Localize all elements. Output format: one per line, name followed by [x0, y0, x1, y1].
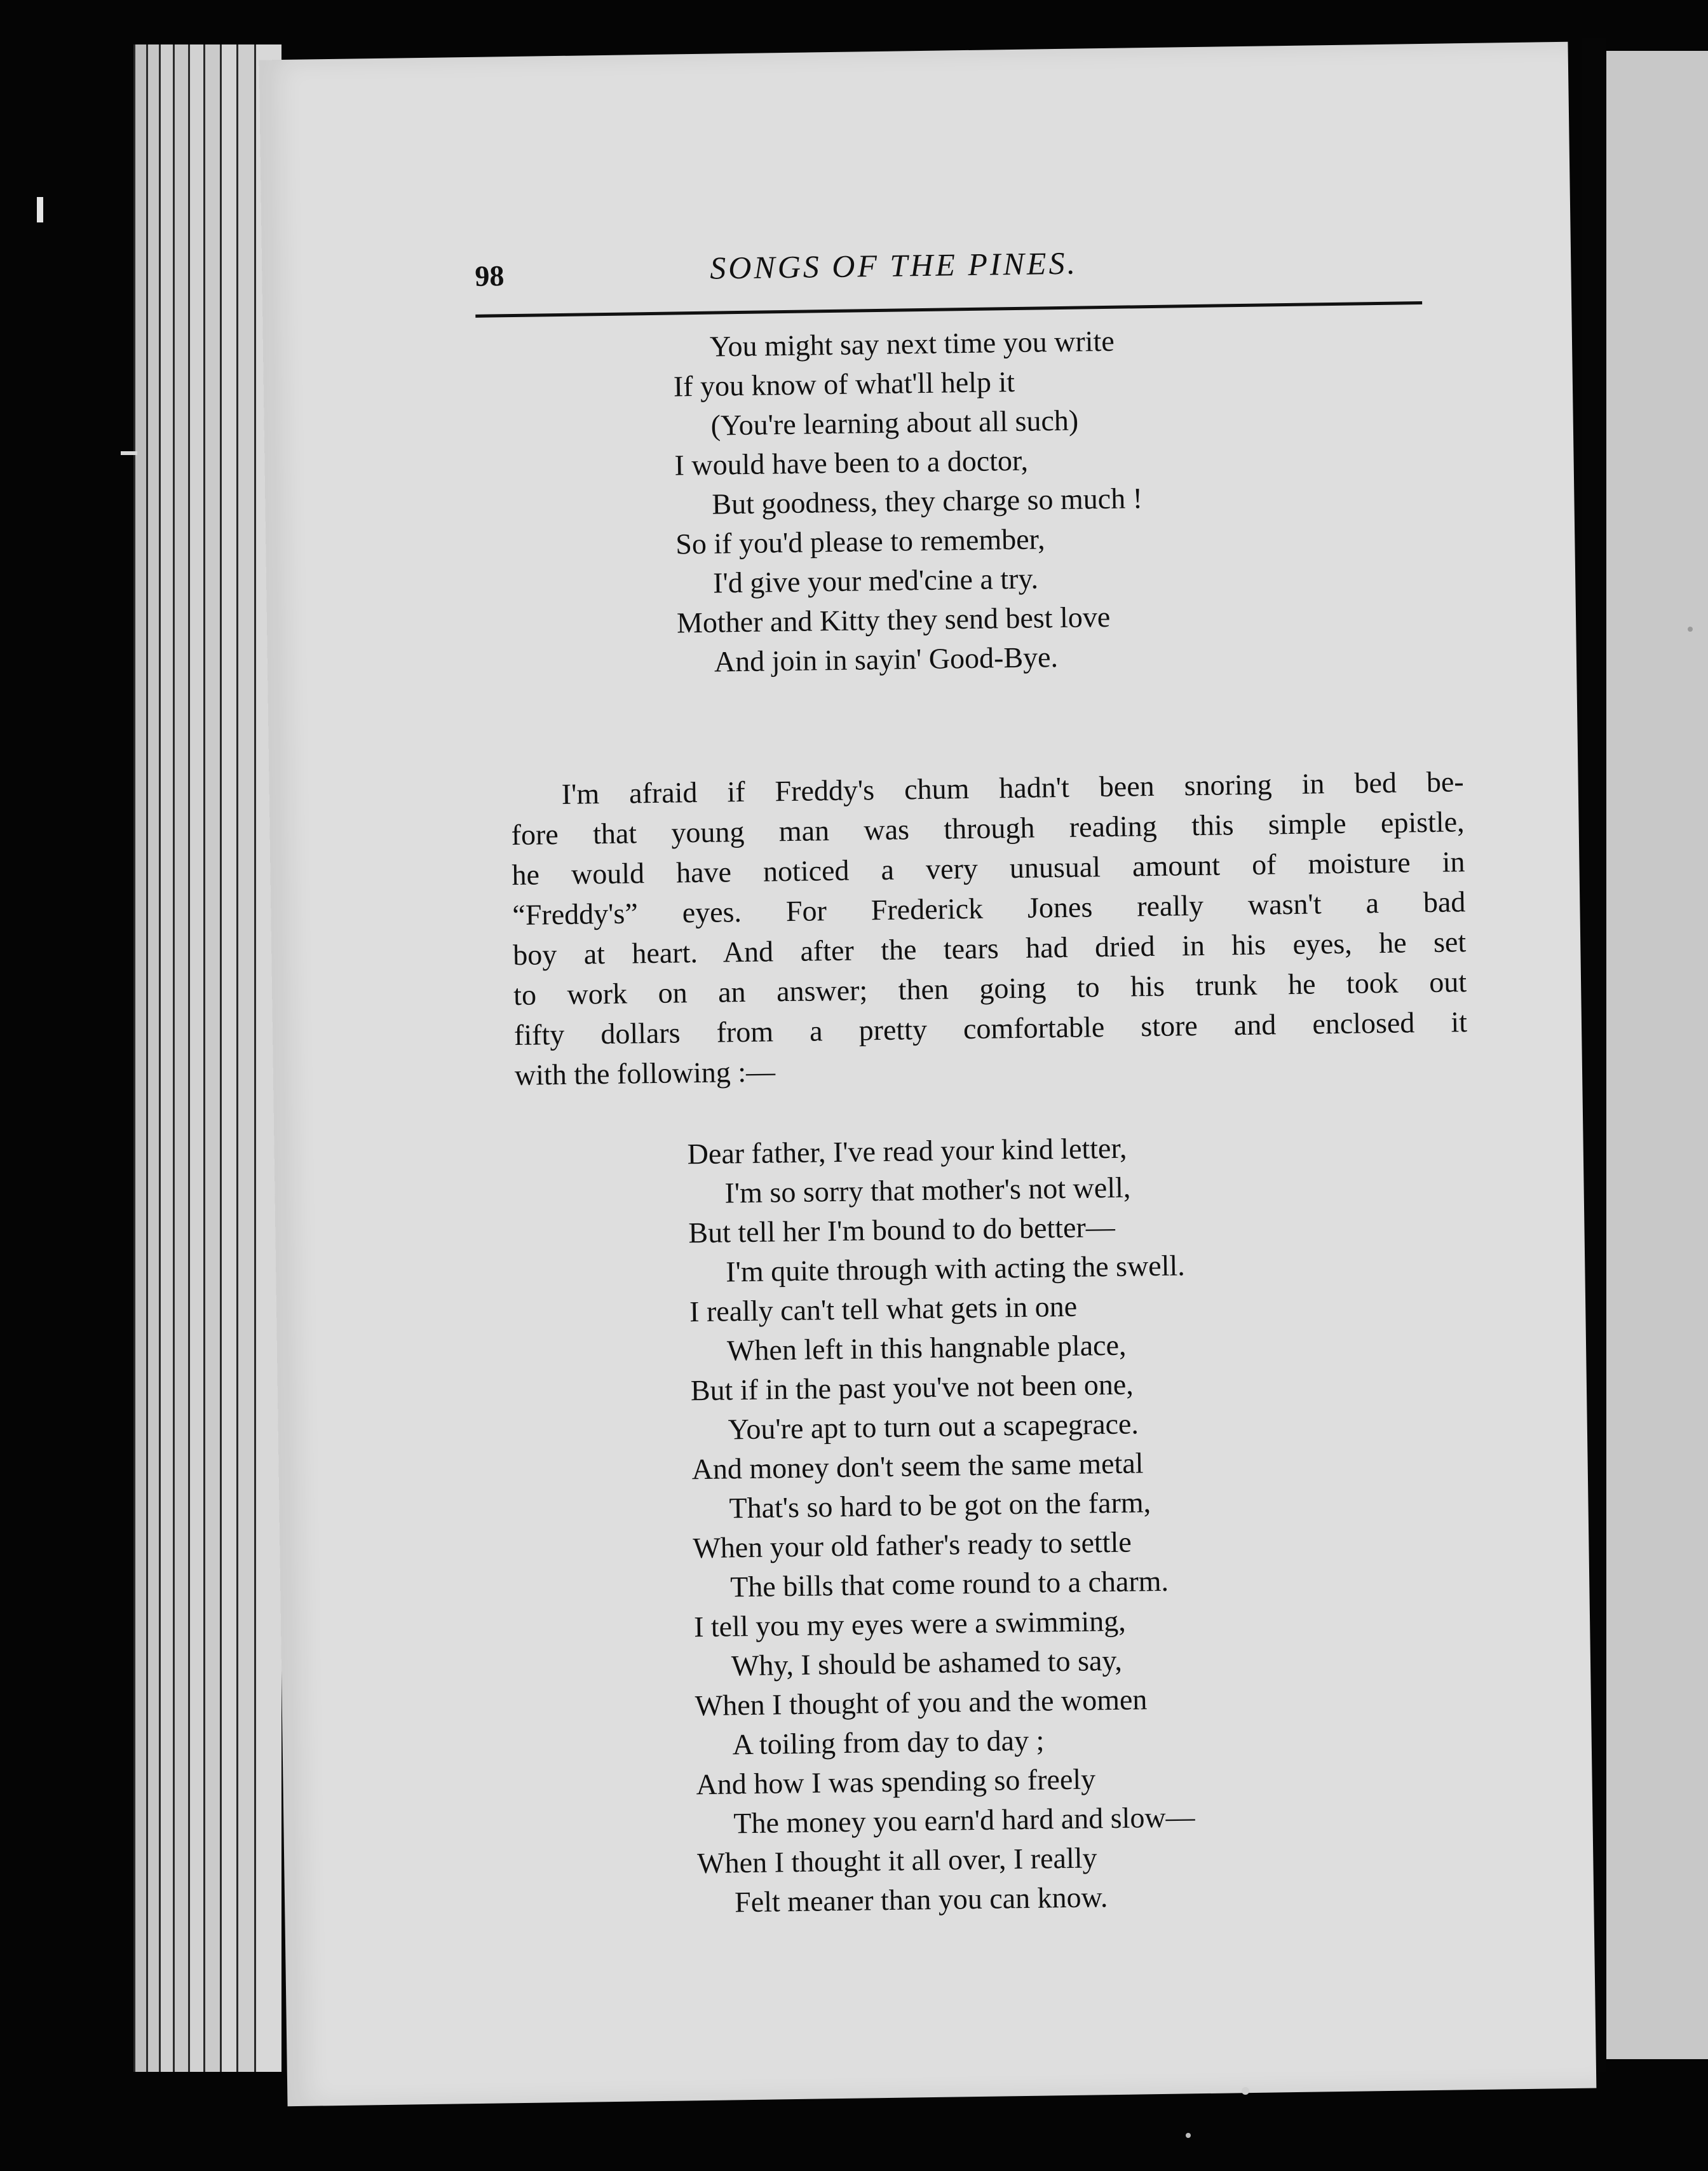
verse-line: But tell her I'm bound to do better— [688, 1210, 1116, 1249]
speck-mark [121, 451, 137, 455]
prose-line: with the following :— [514, 1055, 776, 1092]
verse-line: Dear father, I've read your kind letter, [687, 1131, 1127, 1171]
prose-line: I'm afraid if Freddy's chum hadn't been snoring in bed be- [561, 765, 1465, 810]
verse-line: So if you'd please to remember, [675, 522, 1045, 561]
verse-line: I would have been to a doctor, [674, 444, 1029, 482]
verse-line: And money don't seem the same metal [691, 1446, 1144, 1486]
verse-line: If you know of what'll help it [673, 365, 1015, 403]
speck-mark [1688, 627, 1693, 632]
verse-line: When I thought of you and the women [695, 1683, 1148, 1722]
prose-line: fifty dollars from a pretty comfortable store and enclosed it [513, 1005, 1468, 1052]
verse-line: A toiling from day to day ; [732, 1724, 1045, 1761]
verse-line: But goodness, they charge so much ! [712, 482, 1143, 521]
verse-line: Felt meaner than you can know. [734, 1881, 1108, 1919]
verse-line: When left in this hangnable place, [726, 1328, 1127, 1367]
verse-line: Why, I should be ashamed to say, [731, 1644, 1123, 1682]
verse-line: And join in sayin' Good-Bye. [714, 641, 1059, 678]
verse-line: But if in the past you've not been one, [690, 1368, 1134, 1407]
verse-line: The money you earn'd hard and slow— [733, 1800, 1195, 1840]
book-title: SONGS OF THE PINES. [709, 245, 1078, 286]
verse-line: I really can't tell what gets in one [689, 1290, 1078, 1328]
page-number: 98 [475, 259, 505, 292]
prose-line: fore that young man was through reading this simple epistle, [511, 805, 1465, 852]
verse-line: You're apt to turn out a scapegrace. [728, 1407, 1139, 1446]
verse-line: I'm so sorry that mother's not well, [724, 1171, 1131, 1209]
verse-line: And how I was spending so freely [696, 1762, 1096, 1801]
prose-line: he would have noticed a very unusual amount of moisture in [512, 845, 1465, 892]
speck-mark [37, 197, 43, 222]
verse-line: I tell you my eyes were a swimming, [693, 1604, 1127, 1644]
verse-line: Mother and Kitty they send best love [676, 600, 1111, 639]
verse-line: When I thought it all over, I really [696, 1841, 1097, 1880]
verse-line: The bills that come round to a charm. [729, 1564, 1169, 1603]
speck-mark [1242, 2087, 1249, 2095]
verse-line: I'd give your med'cine a try. [712, 562, 1039, 599]
prose-line: boy at heart. And after the tears had dried in his eyes, he set [512, 925, 1467, 972]
prose-line: “Freddy's” eyes. For Frederick Jones really wasn't a bad [512, 885, 1466, 932]
speck-mark [1186, 2133, 1191, 2138]
verse-line: I'm quite through with acting the swell. [725, 1249, 1186, 1288]
verse-line: (You're learning about all such) [710, 404, 1079, 442]
prose-line: to work on an answer; then going to his trunk he took out [513, 965, 1467, 1012]
verse-line: When your old father's ready to settle [693, 1525, 1132, 1565]
verse-line: That's so hard to be got on the farm, [729, 1486, 1151, 1525]
verse-line: You might say next time you write [709, 324, 1115, 363]
